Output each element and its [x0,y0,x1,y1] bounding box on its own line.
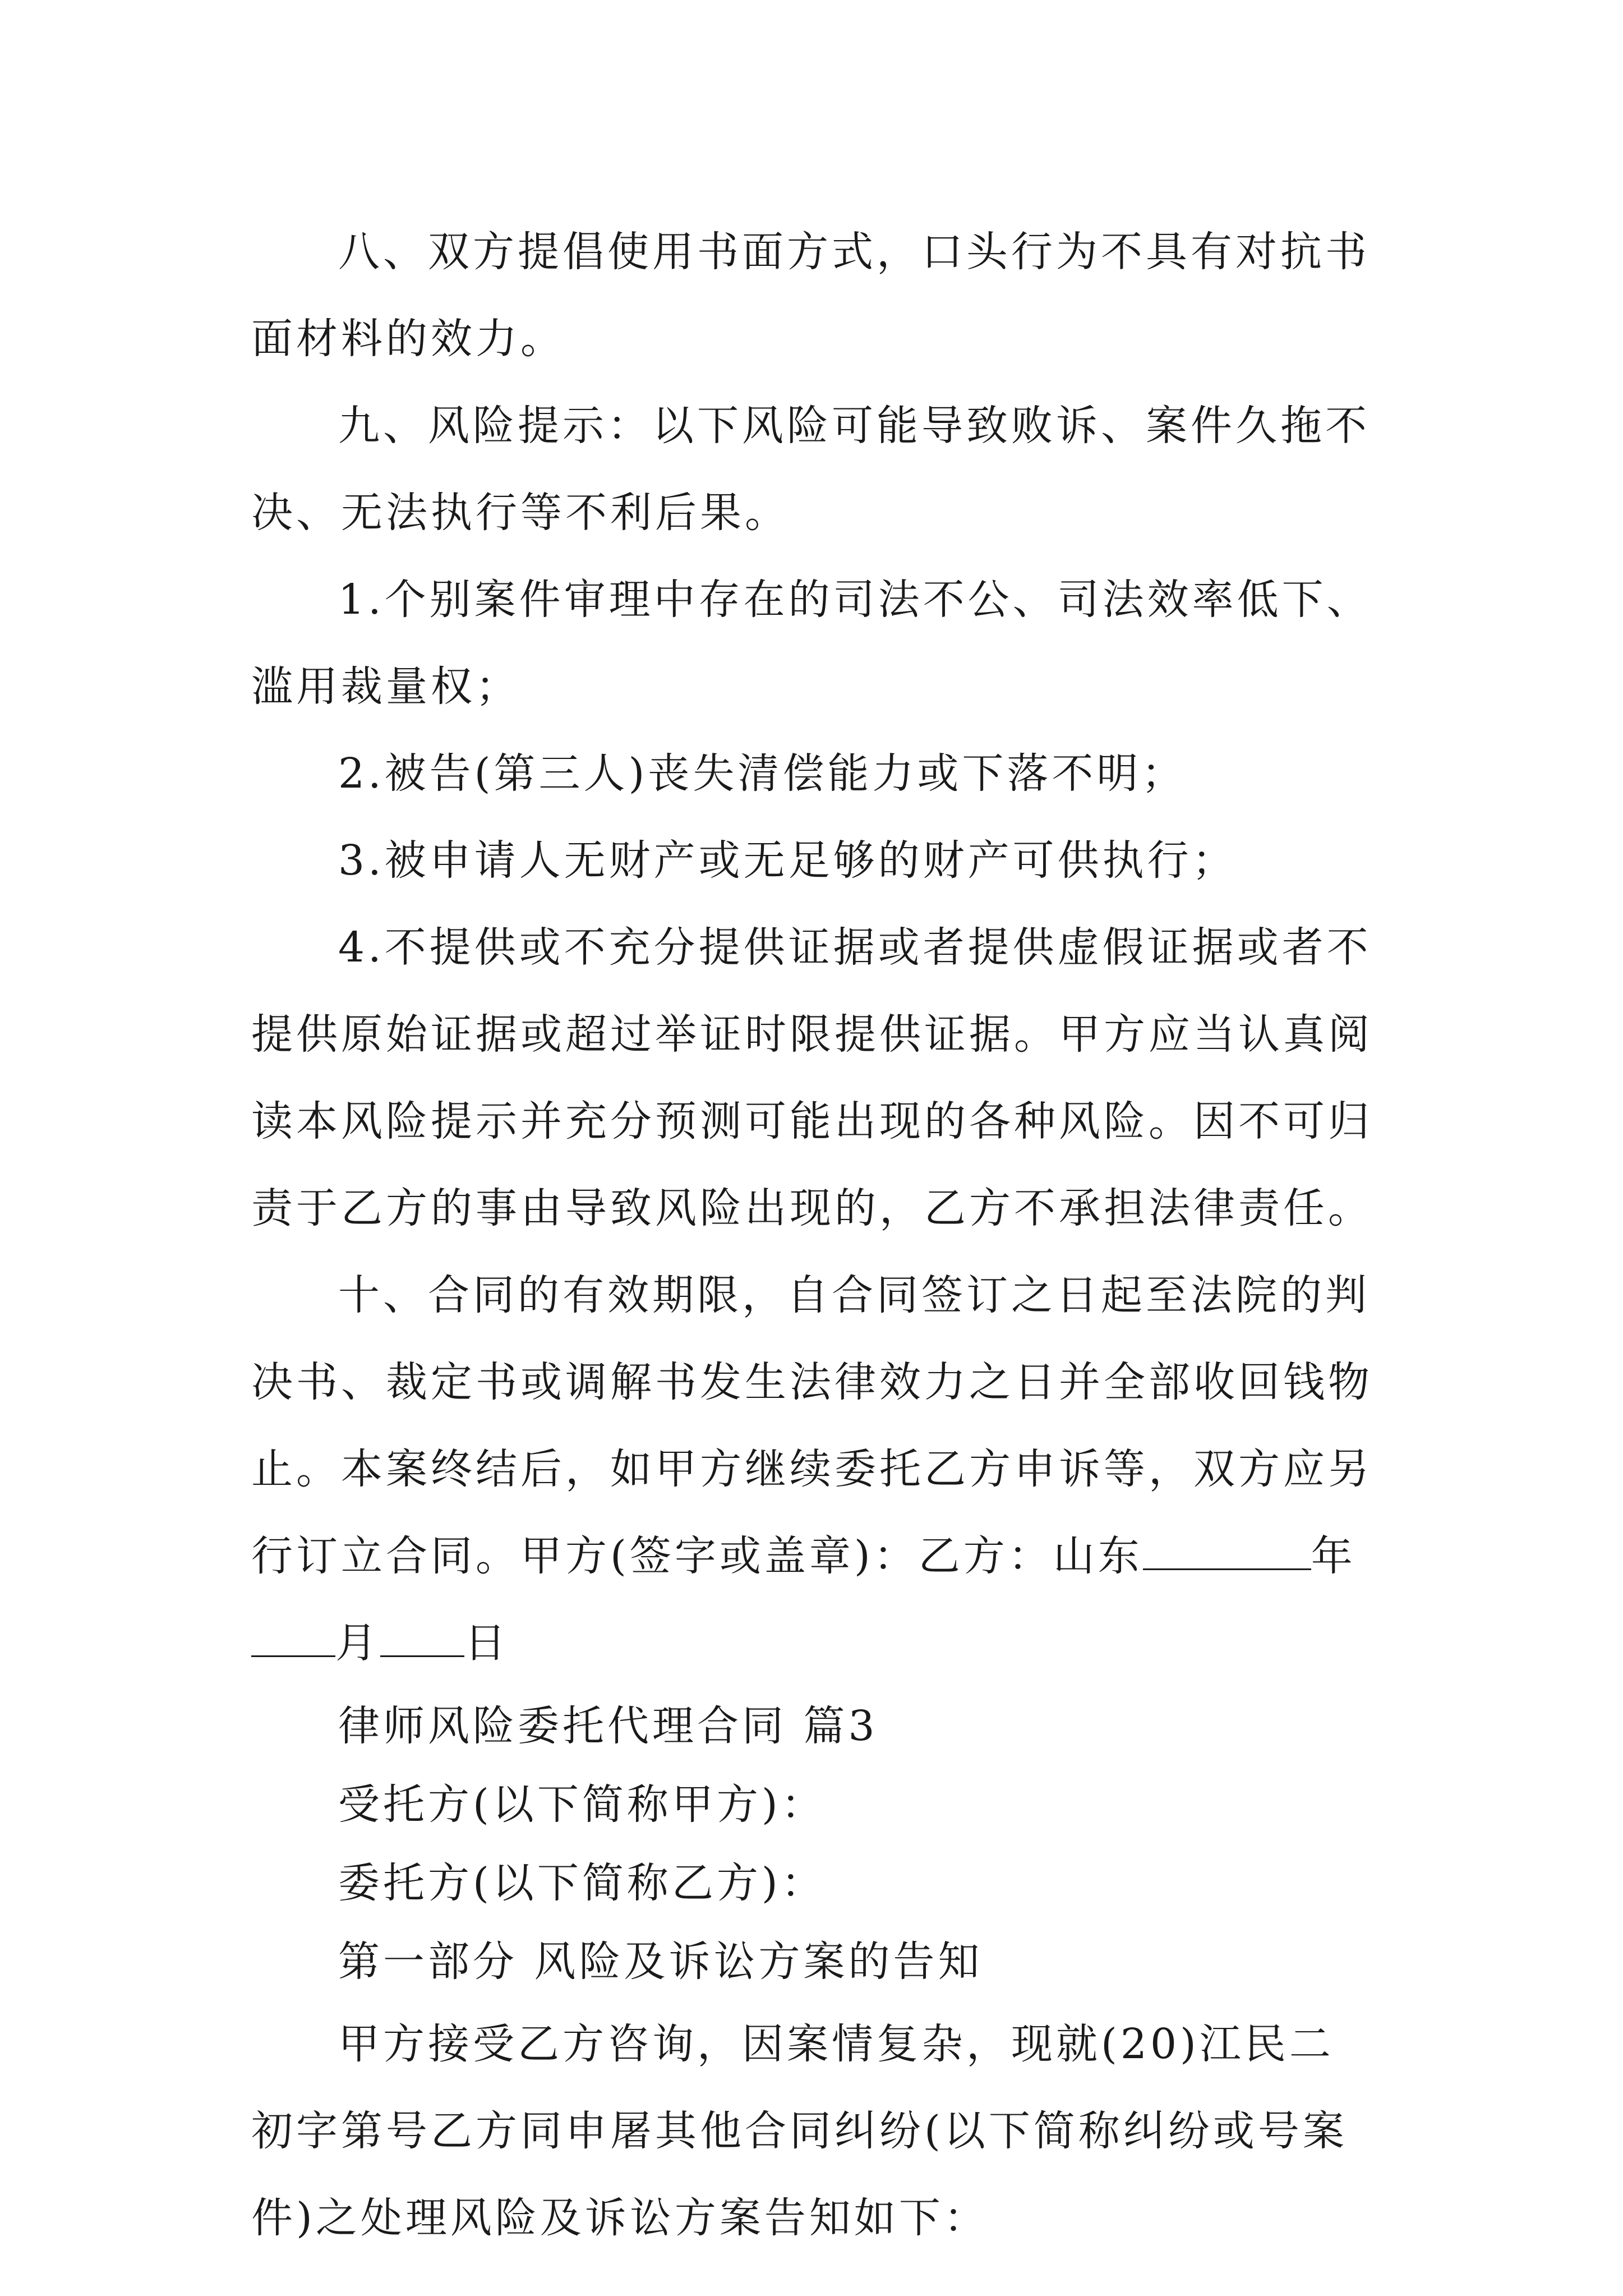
paragraph-item-10-validity [251,1252,1378,1687]
paragraph-risk-4: 4.不提供或不充分提供证据或者提供虚假证据或者不提供原始证据或超过举证时限提供证据。甲方应当认真阅读本风险提示并充分预测可能出现的各种风险。因不可归责于乙方的事由导致风险出现的，乙方不承担法律责任。 [251,923,1373,1232]
paragraph-risk-3: 3.被申请人无财产或无足够的财产可供执行； [338,836,1237,885]
party-a-line: 受托方(以下简称甲方)： [338,1780,826,1829]
section-title: 律师风险委托代理合同 篇3 [338,1702,878,1750]
party-b-line: 委托方(以下简称乙方)： [338,1859,826,1907]
paragraph-item-8: 八、双方提倡使用书面方式，口头行为不具有对抗书面材料的效力。 [251,228,1370,363]
part-heading: 第一部分 风险及诉讼方案的告知 [338,1938,983,1986]
validity-text: 十、合同的有效期限，自合同签订之日起至法院的判决书、裁定书或调解书发生法律效力之日并全部收回钱物止。本案终结后，如甲方继续委托乙方申诉等，双方应另行订立合同。甲方(签字或盖章)：乙方：山东 [251,1271,1373,1580]
year-label: 年 [1311,1532,1356,1580]
document-body [251,209,1378,2262]
paragraph-item-9-risk-notice: 九、风险提示：以下风险可能导致败诉、案件久拖不决、无法执行等不利后果。 [251,402,1370,537]
blank-line [251,1616,335,1657]
day-label: 日 [464,1619,509,1667]
blank-line [1143,1529,1311,1570]
blank-line [380,1616,464,1657]
paragraph-risk-2: 2.被告(第三人)丧失清偿能力或下落不明； [338,749,1187,798]
paragraph-risk-1: 1.个别案件审理中存在的司法不公、司法效率低下、滥用裁量权； [251,576,1372,711]
month-label: 月 [335,1619,380,1667]
paragraph-consultation: 甲方接受乙方咨询，因案情复杂，现就(20)江民二初字第号乙方同申屠其他合同纠纷(以下简称纠纷或号案件)之处理风险及诉讼方案告知如下： [251,2020,1348,2242]
